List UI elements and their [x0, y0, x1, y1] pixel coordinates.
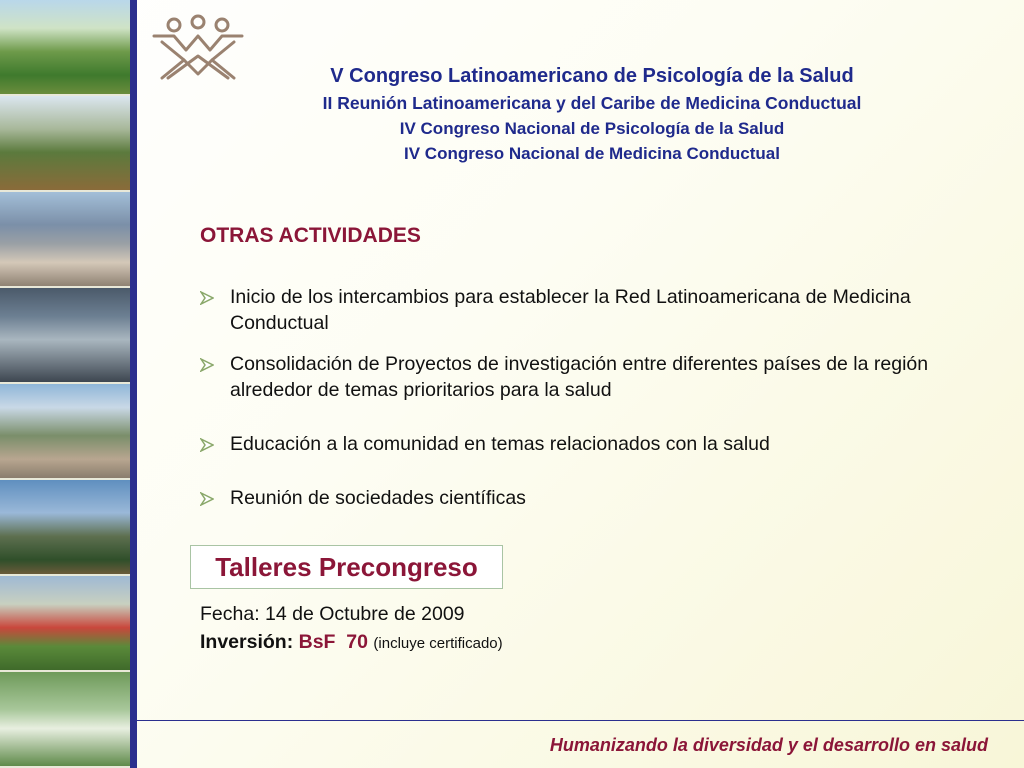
list-item-text: Consolidación de Proyectos de investigación entre diferentes países de la región alrededor de temas prioritarios para la salud	[230, 353, 929, 401]
activities-list	[200, 284, 970, 511]
footer-divider	[137, 720, 1024, 721]
landscape-photo-plants	[0, 672, 130, 768]
date-text: Fecha: 14 de Octubre de 2009	[200, 603, 465, 625]
arrow-bullet-icon	[200, 291, 214, 305]
list-item	[200, 485, 970, 511]
investment-line	[200, 631, 503, 654]
landscape-photo-volcano	[0, 480, 130, 576]
header-line-2: II Reunión Latinoamericana y del Caribe de Medicina Conductual	[322, 93, 862, 113]
list-item	[200, 431, 970, 457]
header-line-4: IV Congreso Nacional de Medicina Conductual	[404, 144, 780, 163]
arrow-bullet-icon	[200, 492, 214, 506]
header-line-1: V Congreso Latinoamericano de Psicología de la Salud	[330, 65, 854, 87]
investment-amount: BsF 70	[298, 631, 368, 653]
talleres-heading-box: Talleres Precongreso	[190, 545, 503, 589]
section-title: OTRAS ACTIVIDADES	[200, 224, 421, 247]
list-item	[200, 351, 970, 403]
list-item-text: Educación a la comunidad en temas relacionados con la salud	[230, 433, 770, 455]
investment-label: Inversión:	[200, 631, 294, 653]
landscape-photo-hills	[0, 96, 130, 192]
landscape-photo-flowers	[0, 576, 130, 672]
vertical-accent-bar	[130, 0, 137, 768]
landscape-photo-valley	[0, 384, 130, 480]
arrow-bullet-icon	[200, 438, 214, 452]
landscape-photo-city	[0, 192, 130, 288]
arrow-bullet-icon	[200, 358, 214, 372]
landscape-photo-building	[0, 288, 130, 384]
header-line-3: IV Congreso Nacional de Psicología de la Salud	[399, 119, 785, 138]
list-item	[200, 284, 970, 336]
photo-strip	[0, 0, 130, 768]
landscape-photo-mountains	[0, 0, 130, 96]
list-item-text: Reunión de sociedades científicas	[230, 487, 526, 509]
congress-header	[200, 62, 984, 166]
investment-note: (incluye certificado)	[373, 635, 503, 652]
footer-slogan: Humanizando la diversidad y el desarrollo en salud	[549, 735, 988, 755]
list-item-text: Inicio de los intercambios para establecer la Red Latinoamericana de Medicina Conductual	[230, 286, 911, 334]
